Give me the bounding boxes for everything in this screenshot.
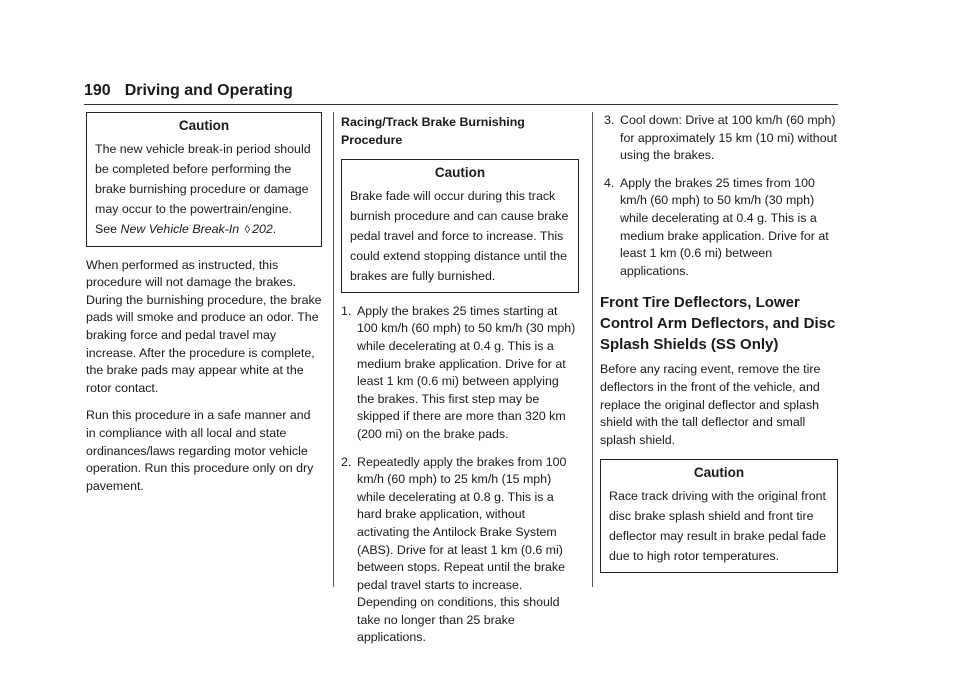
step-number: 4. <box>604 175 615 190</box>
header-rule <box>84 104 838 105</box>
page-reference-icon: ◊ <box>244 223 251 236</box>
chapter-title: Driving and Operating <box>124 82 293 99</box>
caution-text: Brake fade will occur during this track burnish procedure and can cause brake pedal travel and force to increase. This could extend stopping distance until the brakes are fully burnished. <box>350 188 569 283</box>
page-number: 190 <box>84 82 111 99</box>
caution-box-break-in <box>86 112 322 247</box>
paragraph-safe-manner: Run this procedure in a safe manner and in compliance with all local and state ordinances/laws regarding motor vehicle operation. Run this procedure only on dry pavement. <box>86 408 314 493</box>
column-1 <box>86 112 322 505</box>
step-text: Apply the brakes 25 times from 100 km/h (60 mph) to 50 km/h (30 mph) while decelerating at 0.4 g. This is a medium brake application. Drive for at least 1 km (0.6 mi) between applications. <box>620 175 829 278</box>
column-2 <box>341 112 579 657</box>
procedure-steps-continued <box>600 112 838 280</box>
caution-text: The new vehicle break-in period should be completed before performing the brake burnishing procedure or damage may occur to the powertrain/engine. See New Vehicle Break-In ◊ 202. <box>95 141 311 236</box>
step-text: Repeatedly apply the brakes from 100 km/h (60 mph) to 25 km/h (15 mph) while decelerating at 0.8 g. This is a hard brake application, without activating the Antilock Brake System (ABS). Drive for at least 1 km (0.6 mi) between stops. Repeat until the brake pedal travel starts to increase. Depending on conditions, this should take no longer than 25 brake applications. <box>357 454 567 645</box>
caution-text: Race track driving with the original front disc brake splash shield and front tire deflector may result in brake pedal fade due to high rotor temperatures. <box>609 488 826 563</box>
list-item <box>600 175 838 281</box>
break-in-page-link[interactable]: 202 <box>252 221 273 236</box>
procedure-steps <box>341 303 579 647</box>
page-header <box>84 82 838 100</box>
subhead-racing-burnishing: Racing/Track Brake Burnishing Procedure <box>341 115 525 147</box>
list-item <box>341 454 579 648</box>
step-number: 3. <box>604 113 615 127</box>
column-3 <box>600 112 838 583</box>
paragraph-deflectors: Before any racing event, remove the tire deflectors in the front of the vehicle, and replace the original deflector and splash shield with the tall deflector and small splash shield. <box>600 362 821 447</box>
list-item <box>600 112 838 165</box>
step-number: 1. <box>341 303 352 318</box>
column-divider-1 <box>333 112 334 587</box>
step-number: 2. <box>341 454 352 469</box>
column-divider-2 <box>592 112 593 587</box>
caution-box-race-track <box>600 459 838 573</box>
section-title-deflectors: Front Tire Deflectors, Lower Control Arm Deflectors, and Disc Splash Shields (SS Only) <box>600 294 836 354</box>
caution-title: Caution <box>693 465 745 481</box>
caution-title: Caution <box>434 165 486 181</box>
caution-box-brake-fade <box>341 159 579 293</box>
paragraph-burnishing-effects: When performed as instructed, this procedure will not damage the brakes. During the burnishing procedure, the brake pads will smoke and produce an odor. The braking force and pedal travel may increase. After the procedure is complete, the brake pads may appear white at the rotor contact. <box>86 257 322 395</box>
step-text: Cool down: Drive at 100 km/h (60 mph) for approximately 15 km (10 mi) without using the brakes. <box>620 113 837 163</box>
caution-title: Caution <box>178 118 230 133</box>
step-text: Apply the brakes 25 times starting at 100 km/h (60 mph) to 50 km/h (30 mph) while decelerating at 0.4 g. This is a medium brake application. Drive for at least 1 km (0.6 mi) between applying the brakes. This first step may be skipped if there are more than 320 km (200 mi) on the brake pads. <box>357 303 576 441</box>
list-item <box>341 303 579 444</box>
break-in-link[interactable]: New Vehicle Break-In <box>120 221 240 236</box>
